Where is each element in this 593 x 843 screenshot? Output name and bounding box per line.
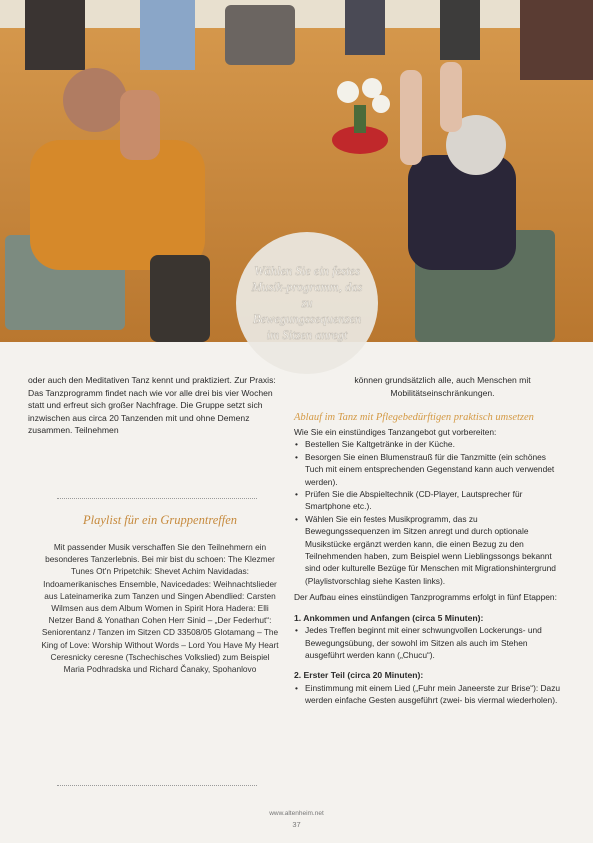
- list-item: • Bestellen Sie Kaltgetränke in der Küche.: [294, 438, 562, 450]
- playlist-title: Playlist für ein Gruppentreffen: [82, 513, 238, 527]
- step2-list: [294, 682, 562, 707]
- playlist-divider-bottom: [57, 785, 257, 786]
- intro-text: Wie Sie ein einstündiges Tanzangebot gut vorbereiten:: [294, 427, 497, 437]
- section-heading: Ablauf im Tanz mit Pflegebedürftigen praktisch umsetzen: [294, 412, 534, 423]
- right-column: [294, 412, 562, 707]
- list-item: • Wählen Sie ein festes Musikprogramm, das zu Bewegungssequenzen im Sitzen anregt und durch optionale Musikstücke ergänzt werden kann, die einen Bezug zu den Teilnehmenden haben, zum Beispiel wenn Lieblingssongs bekannt sind oder kulturelle Bezüge für Menschen mit Migrationshintergrund (Playlistvorschlag siehe Kasten links).: [294, 513, 562, 587]
- page-number: 37: [292, 820, 301, 829]
- playlist-divider-top: [57, 498, 257, 499]
- step2-title: 2. Erster Teil (circa 20 Minuten):: [294, 670, 424, 681]
- list-item: • Jedes Treffen beginnt mit einer schwungvollen Lockerungs- und Bewegungsübung, der sowohl im Sitzen als auch im Stehen ausgeführt werden kann („Chucu“).: [294, 624, 562, 661]
- lead-text-left: oder auch den Meditativen Tanz kennt und praktiziert. Zur Praxis: Das Tanzprogramm findet nach wie vor alle drei bis vier Wochen statt und erfreut sich großer Nachfrage. Die Gruppe setzt sich inzwischen aus circa 20 Tanzenden mit und ohne Demenz zusammen. Teilnehmen: [28, 375, 276, 436]
- playlist-body: Mit passender Musik verschaffen Sie den Teilnehmern ein besonderes Tanzerlebnis. Bei mir bist du schoen: The Klezmer Tunes Ot'n Pripetchik: Shevet Achim Navidadas: Indoamerikanisches Ensemble, Navicedades: Weihnachtslieder aus Lateinamerika zum Tanzen und Singen Abendlied: Carsten Wilmsen aus dem Album Women in Spirit Hora Hadera: Elli Netzer Band & Yonathan Cohen Herr Sinid – „Der Federhut“: Seniorentanz / Tanzen im Sitzen CD 33508/05 Glotamang – The King of Love: Worship Without Words – Lord You Have My Heart Ceresnicky ceresne (Tschechisches Volkslied) zum Beispiel Maria Podhradska und Richard Čanaky, Spohanlovo: [41, 542, 279, 675]
- lead-text-right: können grundsätzlich alle, auch Menschen mit Mobilitätseinschränkungen.: [354, 375, 531, 398]
- footer-url: www.altenheim.net: [269, 810, 324, 817]
- list-item: • Prüfen Sie die Abspieltechnik (CD-Player, Lautsprecher für Smartphone etc.).: [294, 488, 562, 513]
- photo-caption: Wählen Sie ein festes Musik-programm, das zu Bewegungssequenzen im Sitzen anregt: [251, 264, 363, 342]
- photo-caption-bubble: [236, 232, 378, 374]
- list-item: • Besorgen Sie einen Blumenstrauß für die Tanzmitte (ein schönes Tuch mit einem entsprechenden Gegenstand kann auch verwendet werden).: [294, 451, 562, 488]
- step1-title: 1. Ankommen und Anfangen (circa 5 Minuten):: [294, 612, 484, 623]
- transition-text: Der Aufbau eines einstündigen Tanzprogramms erfolgt in fünf Etappen:: [294, 592, 557, 603]
- step1-list: [294, 624, 562, 661]
- prep-list: [294, 438, 562, 587]
- list-item: • Einstimmung mit einem Lied („Fuhr mein Janeerste zur Brise“): Dazu werden einfache Gesten ausgeführt (zwei- bis viermal wiederholen).: [294, 682, 562, 707]
